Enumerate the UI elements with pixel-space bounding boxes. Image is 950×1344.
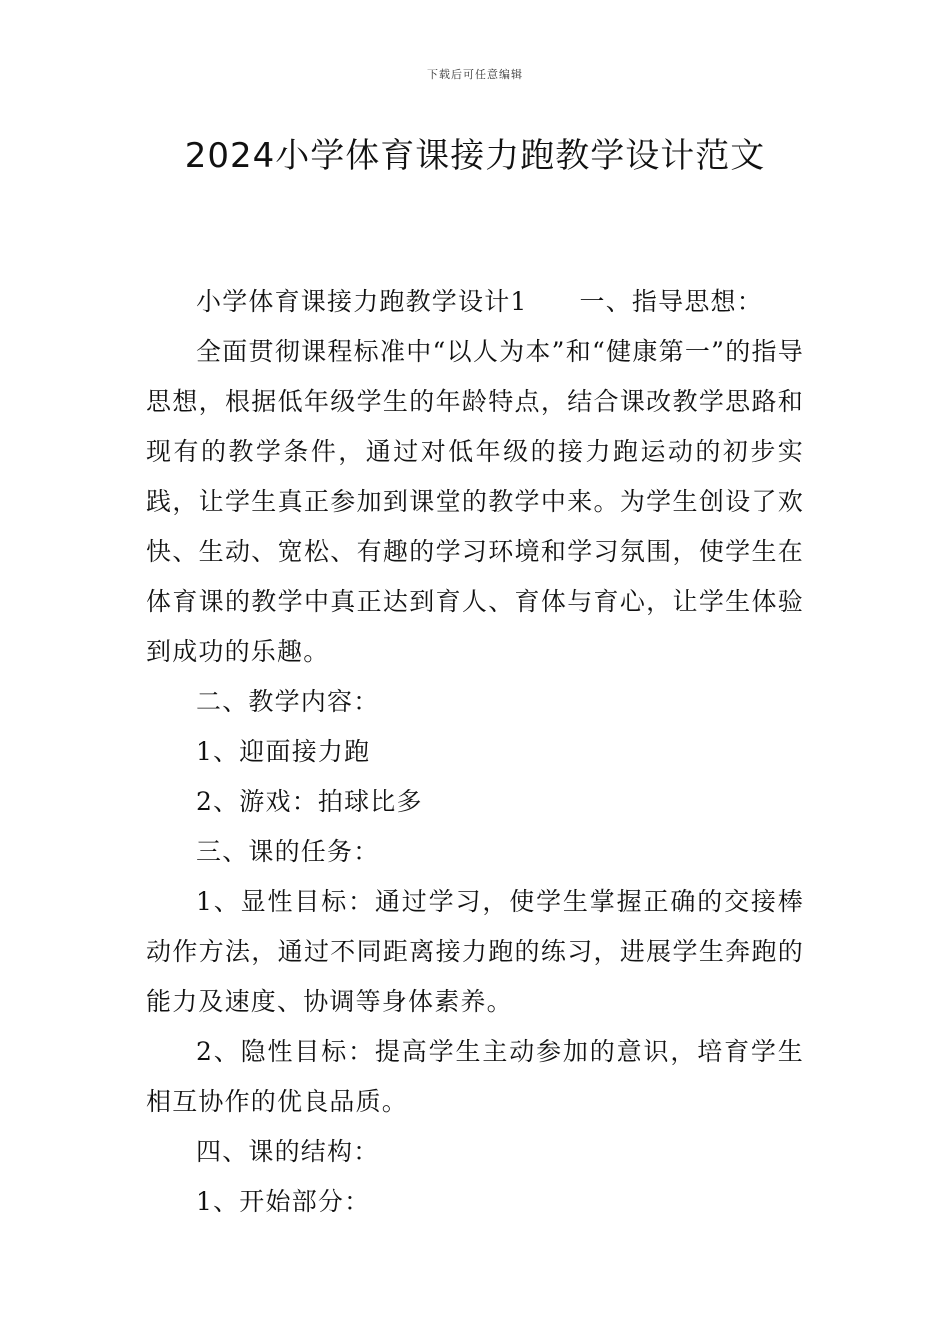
section-heading-guiding-ideology: 一、指导思想： xyxy=(579,287,763,316)
paragraph-guiding-ideology: 全面贯彻课程标准中“以人为本”和“健康第一”的指导思想，根据低年级学生的年龄特点，结合课改教学思路和现有的教学条件，通过对低年级的接力跑运动的初步实践，让学生真正参加到课堂的教学中来。为学生创设了欢快、生动、宽松、有趣的学习环境和学习氛围，使学生在体育课的教学中真正达到育人、育体与育心，让学生体验到成功的乐趣。 xyxy=(146,337,804,666)
page-header-note: 下载后可任意编辑 xyxy=(427,68,523,81)
document-body xyxy=(146,277,804,1227)
subtitle-line xyxy=(146,277,804,327)
paragraph-implicit-goal: 2、隐性目标：提高学生主动参加的意识，培育学生相互协作的优良品质。 xyxy=(146,1037,804,1116)
section-heading-content: 二、教学内容： xyxy=(196,687,380,716)
section-heading-structure: 四、课的结构： xyxy=(196,1137,380,1166)
document-title: 2024小学体育课接力跑教学设计范文 xyxy=(184,136,766,176)
list-item: 2、游戏：拍球比多 xyxy=(196,787,423,816)
section-heading-tasks: 三、课的任务： xyxy=(196,837,380,866)
list-item: 1、迎面接力跑 xyxy=(196,737,371,766)
paragraph-explicit-goal: 1、显性目标：通过学习，使学生掌握正确的交接棒动作方法，通过不同距离接力跑的练习，进展学生奔跑的能力及速度、协调等身体素养。 xyxy=(146,887,804,1016)
list-item: 1、开始部分： xyxy=(196,1187,371,1216)
lesson-subtitle: 小学体育课接力跑教学设计1 xyxy=(196,287,528,316)
